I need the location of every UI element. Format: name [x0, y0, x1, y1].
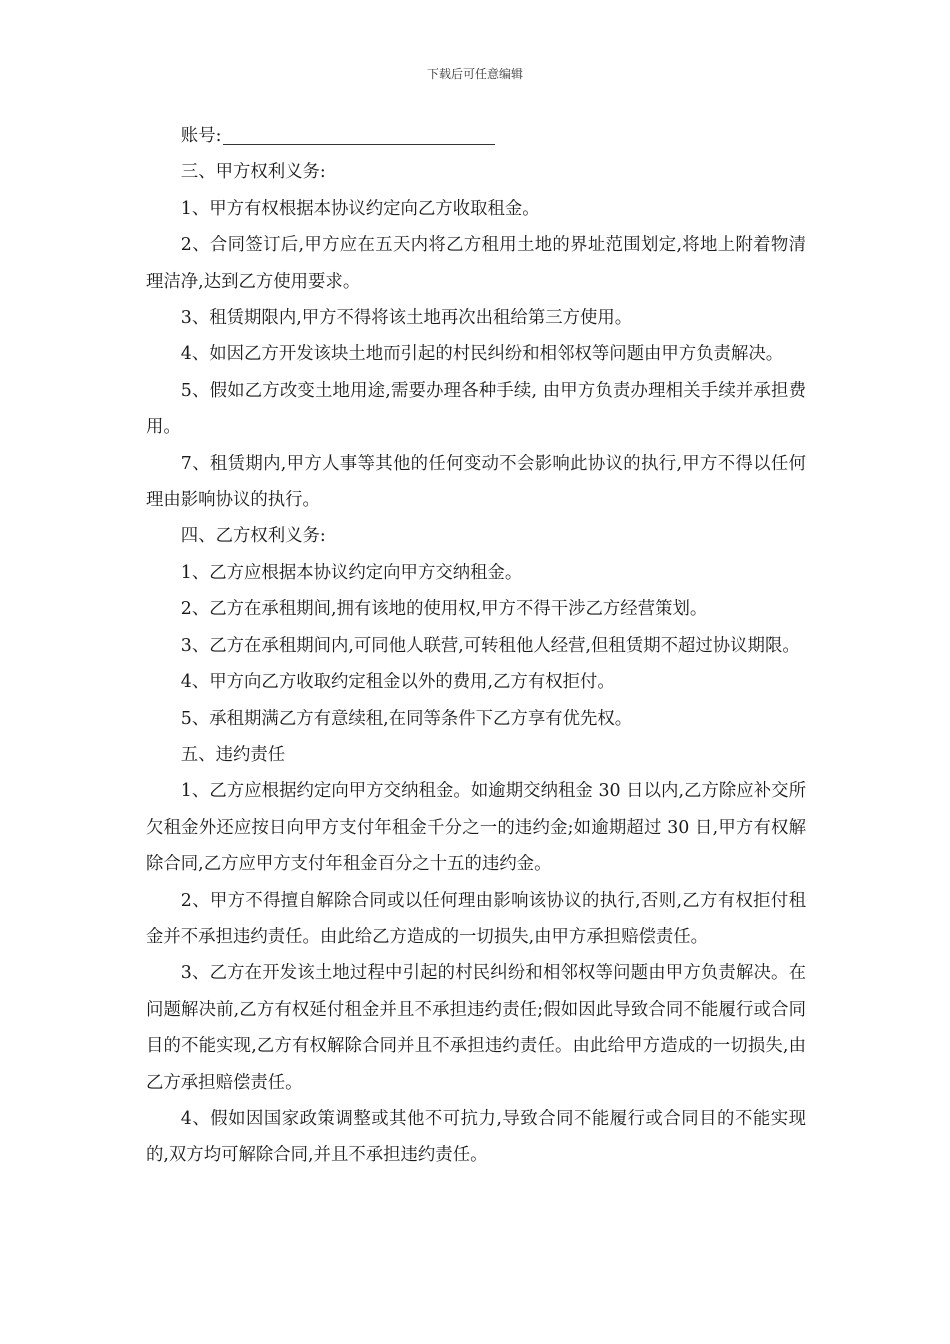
clause-breach-4: 4、假如因国家政策调整或其他不可抗力,导致合同不能履行或合同目的不能实现的,双方均可解除合同,并且不承担违约责任。 [146, 1108, 806, 1166]
section-heading-party-a: 三、甲方权利义务: [180, 162, 326, 183]
clause-b-2: 2、乙方在承租期间,拥有该地的使用权,甲方不得干涉乙方经营策划。 [180, 599, 708, 620]
clause-breach-2: 2、甲方不得擅自解除合同或以任何理由影响该协议的执行,否则,乙方有权拒付租金并不承担违约责任。由此给乙方造成的一切损失,由甲方承担赔偿责任。 [146, 890, 806, 947]
clause-a-7: 7、租赁期内,甲方人事等其他的任何变动不会影响此协议的执行,甲方不得以任何理由影响协议的执行。 [146, 453, 806, 511]
clause-breach-1: 1、乙方应根据约定向甲方交纳租金。如逾期交纳租金 30 日以内,乙方除应补交所欠租金外还应按日向甲方支付年租金千分之一的违约金;如逾期超过 30 日,甲方有权解除合同,乙方应甲方支付年租金百分之十五的违约金。 [146, 781, 806, 875]
section-heading-breach: 五、违约责任 [180, 744, 286, 765]
clause-b-5: 5、承租期满乙方有意续租,在同等条件下乙方享有优先权。 [180, 708, 633, 729]
section-heading-party-b: 四、乙方权利义务: [180, 526, 326, 547]
clause-a-3: 3、租赁期限内,甲方不得将该土地再次出租给第三方使用。 [180, 308, 633, 329]
page-header: 下载后可任意编辑 [426, 67, 523, 81]
clause-a-1: 1、甲方有权根据本协议约定向乙方收取租金。 [180, 198, 540, 219]
account-label: 账号: [180, 126, 222, 146]
document-body [146, 118, 806, 1174]
clause-a-5: 5、假如乙方改变土地用途,需要办理各种手续, 由甲方负责办理相关手续并承担费用。 [146, 380, 806, 438]
clause-b-1: 1、乙方应根据本协议约定向甲方交纳租金。 [180, 562, 523, 583]
account-line [146, 118, 806, 154]
account-blank-field [223, 122, 495, 145]
clause-a-4: 4、如因乙方开发该块土地而引起的村民纠纷和相邻权等问题由甲方负责解决。 [180, 344, 784, 365]
clause-a-2: 2、合同签订后,甲方应在五天内将乙方租用土地的界址范围划定,将地上附着物清理洁净,达到乙方使用要求。 [146, 235, 806, 292]
clause-breach-3: 3、乙方在开发该土地过程中引起的村民纠纷和相邻权等问题由甲方负责解决。在问题解决前,乙方有权延付租金并且不承担违约责任;假如因此导致合同不能履行或合同目的不能实现,乙方有权解除合同并且不承担违约责任。由此给甲方造成的一切损失,由乙方承担赔偿责任。 [146, 963, 806, 1093]
clause-b-3: 3、乙方在承租期间内,可同他人联营,可转租他人经营,但租赁期不超过协议期限。 [180, 635, 800, 656]
clause-b-4: 4、甲方向乙方收取约定租金以外的费用,乙方有权拒付。 [180, 672, 615, 693]
